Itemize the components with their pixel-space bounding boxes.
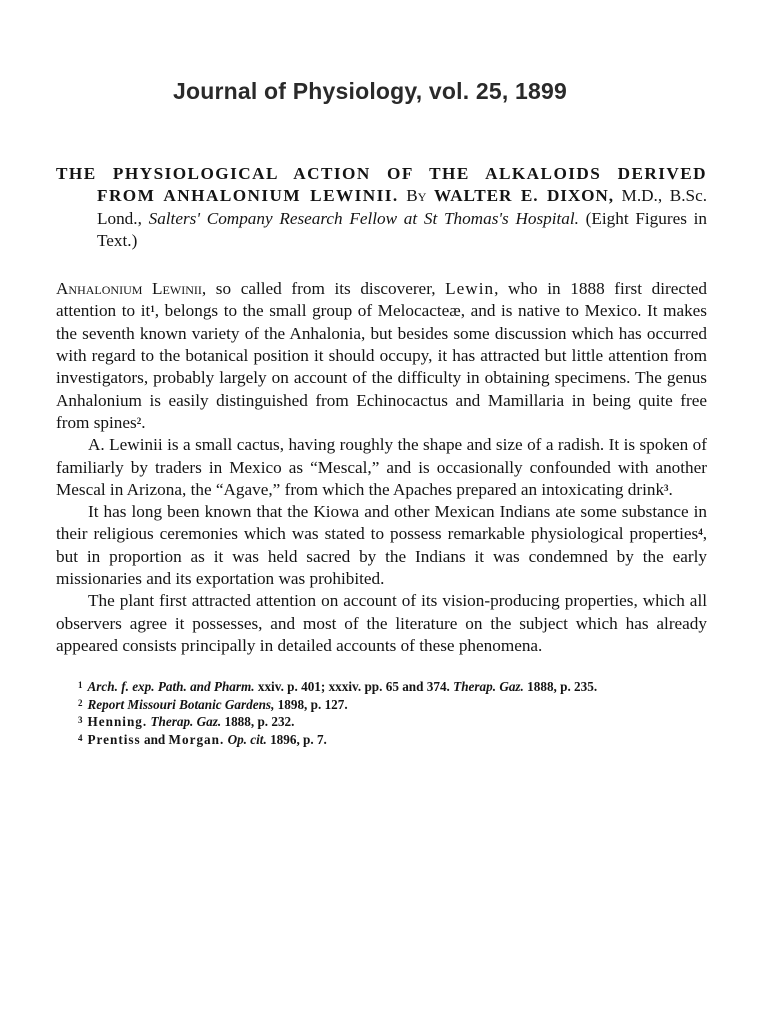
body-paragraph	[56, 434, 707, 501]
footnote-marker: 1	[78, 680, 83, 691]
text-run: 1896, p. 7.	[266, 732, 327, 748]
spaced-name: Henning.	[87, 714, 148, 730]
italic-text: Therap. Gaz.	[150, 714, 222, 730]
body-paragraph	[56, 278, 707, 434]
footnote	[56, 678, 707, 696]
text-run: .	[668, 479, 673, 499]
text-run: M.D., B.Sc. Lond.,	[97, 186, 707, 228]
footnote-reference: 4	[698, 527, 703, 538]
footnote	[56, 713, 707, 731]
spaced-name: Prentiss	[87, 732, 141, 748]
text-run: (Eight Figures in Text.)	[97, 208, 707, 250]
footnote-marker: 2	[78, 697, 83, 708]
italic-text: Arch. f. exp. Path. and Pharm.	[87, 679, 255, 695]
text-run: , but in proportion as it was held sacred by the Indians it was condemned by the early missionaries and its exportation was prohibited.	[56, 524, 707, 589]
italic-text: Report Missouri Botanic Gardens,	[87, 696, 275, 712]
footnote-marker: 3	[78, 715, 83, 726]
text-run: A. Lewinii is a small cactus, having roughly the shape and size of a radish. It is spoken of familiarly by traders in Mexico as “Mescal,” and is occasionally confounded with another Mescal in Arizona, the “Agave,” from which the Apaches prepared an intoxicating drink	[56, 435, 707, 499]
footnote-reference: 1	[150, 304, 155, 315]
article-title-block	[56, 163, 707, 252]
title-text: THE PHYSIOLOGICAL ACTION OF THE ALKALOIDS DERIVED FROM ANHALONIUM LEWINII.	[56, 164, 707, 206]
text-run: , who in 1888 first directed attention to it	[56, 279, 707, 321]
body-paragraph	[56, 590, 707, 657]
body-paragraph	[56, 501, 707, 590]
spaced-name: Morgan.	[168, 732, 225, 748]
author-name: WALTER E. DIXON,	[434, 186, 614, 206]
article	[56, 163, 707, 749]
journal-header: Journal of Physiology, vol. 25, 1899	[172, 78, 568, 104]
footnote-marker: 4	[78, 733, 83, 744]
text-run: It has long been known that the Kiowa and other Mexican Indians ate some substance in their religious ceremonies which was stated to possess remarkable physiological properties	[56, 502, 707, 544]
text-run: 1888, p. 232.	[221, 714, 295, 730]
spaced-name: Lewin	[445, 279, 495, 299]
text-run: 1888, p. 235.	[523, 679, 598, 695]
footnote-reference: 2	[136, 415, 142, 426]
text-run: 1898, p. 127.	[274, 696, 348, 712]
text-run: xxiv. p. 401; xxxiv. pp. 65 and 374.	[254, 679, 454, 695]
footnotes	[56, 678, 707, 748]
article-body	[56, 278, 707, 657]
small-caps-text: By	[398, 186, 435, 206]
text-run: The plant first attracted attention on account of its vision-producing properties, which all observers agree it possesses, and most of the literature on the subject which has already appeared consists principally in detailed accounts of these phenomena.	[56, 591, 707, 655]
italic-text: Salters' Company Research Fellow at St Thomas's Hospital.	[148, 208, 579, 228]
italic-text: Therap. Gaz.	[453, 679, 524, 695]
footnote	[56, 731, 707, 749]
text-run: and	[140, 732, 169, 748]
italic-text: Op. cit.	[227, 732, 267, 748]
text-run: , belongs to the small group of Melocacteæ, and is native to Mexico. It makes the seventh known variety of the Anhalonia, but besides some discussion which has occurred with regard to the botanical position it should occupy, it has attracted but little attention from investigators, probably largely on account of the difficulty in obtaining specimens. The genus Anhalonium is easily distinguished from Echinocactus and Mamillaria in being quite free from spines	[56, 301, 708, 432]
text-run: .	[141, 412, 146, 432]
footnote-reference: 3	[664, 482, 669, 493]
text-run: , so called from its discoverer,	[201, 279, 446, 299]
small-caps-text: Anhalonium Lewinii	[56, 279, 202, 299]
footnote	[56, 696, 707, 714]
